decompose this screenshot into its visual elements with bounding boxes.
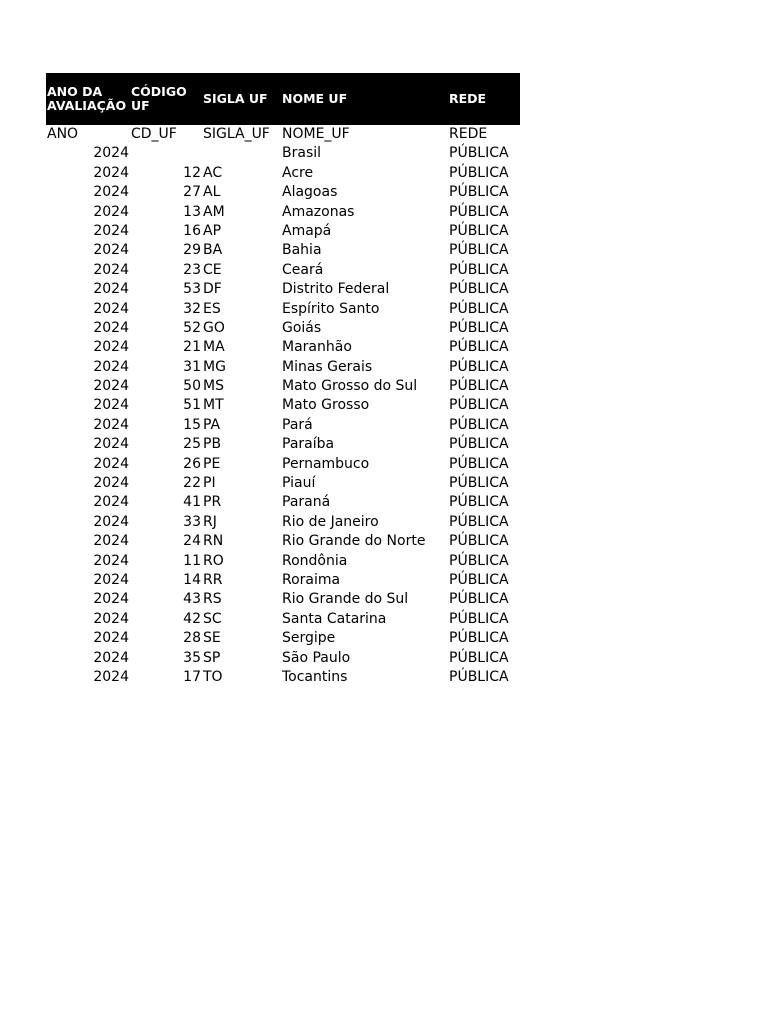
header-ano-da-avaliacao[interactable]: ANO DA AVALIAÇÃO — [47, 84, 127, 113]
cell-ano[interactable]: 2024 — [93, 339, 129, 356]
table-row — [46, 261, 520, 280]
cell-codigo[interactable]: 33 — [183, 513, 201, 530]
cell-nome[interactable]: São Paulo — [282, 649, 351, 666]
table-row — [46, 416, 520, 435]
cell-ano[interactable]: 2024 — [93, 436, 129, 453]
cell-sigla[interactable]: CE — [203, 261, 222, 278]
cell-codigo[interactable]: 27 — [183, 184, 201, 201]
cell-rede[interactable]: PÚBLICA — [449, 222, 509, 239]
table-row — [46, 203, 520, 222]
data-table — [46, 73, 520, 687]
cell-rede[interactable]: PÚBLICA — [449, 416, 509, 433]
code-ano[interactable]: ANO — [47, 126, 79, 142]
code-nome[interactable]: NOME_UF — [282, 126, 350, 142]
table-row — [46, 319, 520, 338]
cell-ano[interactable]: 2024 — [93, 164, 129, 181]
cell-ano[interactable]: 2024 — [93, 552, 129, 569]
cell-nome[interactable]: Goiás — [282, 319, 322, 336]
cell-codigo[interactable]: 11 — [183, 552, 201, 569]
cell-rede[interactable]: PÚBLICA — [449, 319, 509, 336]
table-row — [46, 164, 520, 183]
header-nome-uf[interactable]: NOME UF — [282, 91, 348, 106]
cell-ano[interactable]: 2024 — [93, 378, 129, 395]
cell-nome[interactable]: Sergipe — [282, 630, 336, 647]
table-row — [46, 493, 520, 512]
cell-ano[interactable]: 2024 — [93, 358, 129, 375]
cell-sigla[interactable]: RJ — [203, 513, 217, 530]
cell-sigla[interactable]: MS — [203, 378, 224, 395]
cell-nome[interactable]: Amapá — [282, 222, 332, 239]
table-row — [46, 649, 520, 668]
cell-ano[interactable]: 2024 — [93, 184, 129, 201]
table-body — [46, 125, 520, 687]
cell-sigla[interactable]: AM — [203, 203, 225, 220]
cell-rede[interactable]: PÚBLICA — [449, 475, 509, 492]
cell-rede[interactable]: PÚBLICA — [449, 358, 509, 375]
cell-codigo[interactable]: 17 — [183, 668, 201, 685]
cell-nome[interactable]: Rio de Janeiro — [282, 513, 379, 530]
cell-ano[interactable]: 2024 — [93, 630, 129, 647]
cell-rede[interactable]: PÚBLICA — [449, 668, 509, 685]
cell-codigo[interactable]: 24 — [183, 533, 201, 550]
cell-ano[interactable]: 2024 — [93, 533, 129, 550]
cell-ano[interactable]: 2024 — [93, 300, 129, 317]
table-row — [46, 610, 520, 629]
cell-sigla[interactable]: AP — [203, 222, 222, 239]
cell-codigo[interactable]: 22 — [183, 475, 201, 492]
cell-ano[interactable]: 2024 — [93, 203, 129, 220]
cell-nome[interactable]: Alagoas — [282, 184, 338, 201]
cell-sigla[interactable]: PA — [203, 416, 221, 433]
cell-codigo[interactable]: 15 — [183, 416, 201, 433]
cell-codigo[interactable]: 29 — [183, 242, 201, 259]
cell-sigla[interactable]: SE — [203, 630, 221, 647]
cell-sigla[interactable]: DF — [203, 281, 222, 298]
cell-codigo[interactable]: 50 — [183, 378, 201, 395]
cell-codigo[interactable]: 51 — [183, 397, 201, 414]
cell-codigo[interactable]: 21 — [183, 339, 201, 356]
cell-codigo[interactable]: 32 — [183, 300, 201, 317]
cell-sigla[interactable]: ES — [203, 300, 221, 317]
cell-nome[interactable]: Roraima — [282, 571, 341, 588]
cell-nome[interactable]: Paraná — [282, 494, 331, 511]
cell-ano[interactable]: 2024 — [93, 649, 129, 666]
table-row — [46, 455, 520, 474]
cell-ano[interactable]: 2024 — [93, 397, 129, 414]
cell-codigo[interactable]: 42 — [183, 610, 201, 627]
table-row — [46, 300, 520, 319]
cell-sigla[interactable]: PI — [203, 475, 216, 492]
cell-ano[interactable]: 2024 — [93, 513, 129, 530]
cell-codigo[interactable]: 31 — [183, 358, 201, 375]
cell-sigla[interactable]: PE — [203, 455, 221, 472]
cell-ano[interactable]: 2024 — [93, 416, 129, 433]
cell-sigla[interactable]: MT — [203, 397, 224, 414]
cell-nome[interactable]: Ceará — [282, 261, 324, 278]
cell-nome[interactable]: Rio Grande do Norte — [282, 533, 426, 550]
cell-ano[interactable]: 2024 — [93, 475, 129, 492]
cell-sigla[interactable]: SC — [203, 610, 222, 627]
table-row — [46, 241, 520, 260]
cell-sigla[interactable]: RR — [203, 571, 223, 588]
cell-sigla[interactable]: GO — [203, 319, 225, 336]
cell-nome[interactable]: Piauí — [282, 475, 316, 492]
cell-nome[interactable]: Maranhão — [282, 339, 352, 356]
cell-ano[interactable]: 2024 — [93, 145, 129, 162]
cell-codigo[interactable]: 26 — [183, 455, 201, 472]
cell-nome[interactable]: Pernambuco — [282, 455, 370, 472]
cell-rede[interactable]: PÚBLICA — [449, 164, 509, 181]
code-codigo[interactable]: CD_UF — [131, 126, 177, 142]
code-sigla[interactable]: SIGLA_UF — [203, 126, 270, 142]
cell-nome[interactable]: Espírito Santo — [282, 300, 380, 317]
cell-rede[interactable]: PÚBLICA — [449, 513, 509, 530]
cell-rede[interactable]: PÚBLICA — [449, 533, 509, 550]
cell-sigla[interactable]: BA — [203, 242, 223, 259]
cell-ano[interactable]: 2024 — [93, 281, 129, 298]
cell-rede[interactable]: PÚBLICA — [449, 184, 509, 201]
cell-codigo[interactable]: 14 — [183, 571, 201, 588]
table-row — [46, 144, 520, 163]
cell-ano[interactable]: 2024 — [93, 591, 129, 608]
cell-nome[interactable]: Minas Gerais — [282, 358, 373, 375]
cell-nome[interactable]: Pará — [282, 416, 313, 433]
cell-ano[interactable]: 2024 — [93, 668, 129, 685]
cell-nome[interactable]: Brasil — [282, 145, 322, 162]
cell-rede[interactable]: PÚBLICA — [449, 281, 509, 298]
cell-sigla[interactable]: RN — [203, 533, 224, 550]
cell-codigo[interactable]: 35 — [183, 649, 201, 666]
cell-nome[interactable]: Amazonas — [282, 203, 355, 220]
cell-sigla[interactable]: SP — [203, 649, 221, 666]
cell-sigla[interactable]: RS — [203, 591, 222, 608]
cell-codigo[interactable]: 41 — [183, 494, 201, 511]
cell-codigo[interactable]: 53 — [183, 281, 201, 298]
cell-codigo[interactable]: 25 — [183, 436, 201, 453]
cell-codigo[interactable]: 23 — [183, 261, 201, 278]
cell-codigo[interactable]: 52 — [183, 319, 201, 336]
table-row — [46, 183, 520, 202]
cell-rede[interactable]: PÚBLICA — [449, 610, 509, 627]
table-row — [46, 532, 520, 551]
cell-codigo[interactable]: 16 — [183, 222, 201, 239]
cell-rede[interactable]: PÚBLICA — [449, 378, 509, 395]
cell-nome[interactable]: Bahia — [282, 242, 322, 259]
cell-rede[interactable]: PÚBLICA — [449, 494, 509, 511]
cell-ano[interactable]: 2024 — [93, 319, 129, 336]
header-sigla-uf[interactable]: SIGLA UF — [203, 91, 268, 106]
table-row — [46, 338, 520, 357]
cell-rede[interactable]: PÚBLICA — [449, 455, 509, 472]
cell-codigo[interactable]: 43 — [183, 591, 201, 608]
cell-rede[interactable]: PÚBLICA — [449, 300, 509, 317]
cell-rede[interactable]: PÚBLICA — [449, 552, 509, 569]
table-row — [46, 358, 520, 377]
cell-codigo[interactable]: 13 — [183, 203, 201, 220]
cell-rede[interactable]: PÚBLICA — [449, 436, 509, 453]
cell-rede[interactable]: PÚBLICA — [449, 145, 509, 162]
code-row — [46, 125, 520, 144]
table-row — [46, 474, 520, 493]
cell-codigo[interactable]: 28 — [183, 630, 201, 647]
table-row — [46, 513, 520, 532]
cell-sigla[interactable]: MG — [203, 358, 226, 375]
cell-rede[interactable]: PÚBLICA — [449, 591, 509, 608]
cell-nome[interactable]: Mato Grosso — [282, 397, 370, 414]
table-row — [46, 552, 520, 571]
cell-ano[interactable]: 2024 — [93, 222, 129, 239]
cell-rede[interactable]: PÚBLICA — [449, 242, 509, 259]
cell-ano[interactable]: 2024 — [93, 242, 129, 259]
cell-nome[interactable]: Rondônia — [282, 552, 348, 569]
cell-ano[interactable]: 2024 — [93, 610, 129, 627]
cell-rede[interactable]: PÚBLICA — [449, 630, 509, 647]
cell-ano[interactable]: 2024 — [93, 261, 129, 278]
cell-ano[interactable]: 2024 — [93, 571, 129, 588]
cell-rede[interactable]: PÚBLICA — [449, 203, 509, 220]
cell-ano[interactable]: 2024 — [93, 494, 129, 511]
cell-sigla[interactable]: MA — [203, 339, 225, 356]
cell-sigla[interactable]: AC — [203, 164, 223, 181]
table-row — [46, 571, 520, 590]
table-row — [46, 396, 520, 415]
header-codigo-uf[interactable]: CÓDIGO UF — [131, 84, 187, 113]
cell-ano[interactable]: 2024 — [93, 455, 129, 472]
cell-nome[interactable]: Rio Grande do Sul — [282, 591, 409, 608]
cell-nome[interactable]: Distrito Federal — [282, 281, 390, 298]
cell-nome[interactable]: Tocantins — [282, 668, 348, 685]
cell-rede[interactable]: PÚBLICA — [449, 571, 509, 588]
cell-sigla[interactable]: TO — [203, 668, 223, 685]
cell-rede[interactable]: PÚBLICA — [449, 649, 509, 666]
header-rede[interactable]: REDE — [449, 91, 487, 106]
table-row — [46, 377, 520, 396]
code-rede[interactable]: REDE — [449, 126, 488, 142]
cell-sigla[interactable]: PB — [203, 436, 222, 453]
table-row — [46, 222, 520, 241]
cell-sigla[interactable]: PR — [203, 494, 222, 511]
table-row — [46, 280, 520, 299]
table-row — [46, 629, 520, 648]
table-row — [46, 435, 520, 454]
cell-rede[interactable]: PÚBLICA — [449, 397, 509, 414]
cell-rede[interactable]: PÚBLICA — [449, 261, 509, 278]
cell-sigla[interactable]: AL — [203, 184, 221, 201]
table-header-row — [46, 73, 520, 125]
table-row — [46, 668, 520, 687]
cell-nome[interactable]: Santa Catarina — [282, 610, 387, 627]
cell-sigla[interactable]: RO — [203, 552, 224, 569]
cell-nome[interactable]: Acre — [282, 164, 314, 181]
data-rows — [46, 144, 520, 687]
cell-codigo[interactable]: 12 — [183, 164, 201, 181]
cell-nome[interactable]: Paraíba — [282, 436, 335, 453]
cell-rede[interactable]: PÚBLICA — [449, 339, 509, 356]
cell-nome[interactable]: Mato Grosso do Sul — [282, 378, 418, 395]
table-row — [46, 590, 520, 609]
